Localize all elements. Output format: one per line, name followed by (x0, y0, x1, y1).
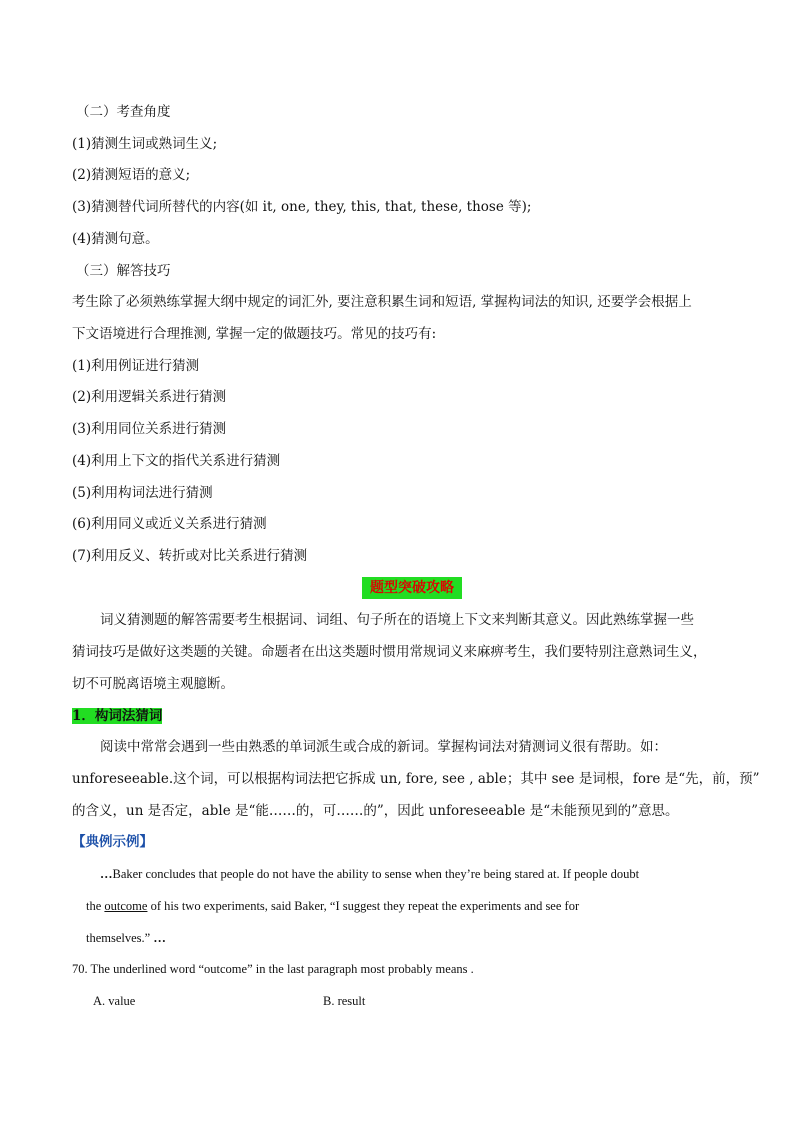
method1-heading (72, 706, 162, 726)
example-label (72, 832, 153, 852)
strategy-para-line3: 切不可脱离语境主观臆断。 (72, 676, 234, 692)
example-line2-post: of his two experiments, said Baker, “I suggest they repeat the experiments and see for (147, 899, 580, 913)
section3-item-3: (3)利用同位关系进行猜测 (72, 421, 227, 437)
strategy-para-line2: 猜词技巧是做好这类题的关键。命题者在出这类题时惯用常规词义来麻痹考生，我们要特别注意熟词生义， (72, 644, 707, 660)
option-a: A. value (93, 994, 136, 1008)
example-line3 (86, 928, 166, 948)
example-line3-text: themselves.” (86, 931, 154, 945)
section2-heading: （二）考查角度 (76, 104, 171, 120)
option-b: B. result (323, 994, 366, 1008)
underlined-word: outcome (104, 899, 148, 913)
section3-intro-line1: 考生除了必须熟练掌握大纲中规定的词汇外, 要注意积累生词和短语, 掌握构词法的知识, 还要学会根据上 (72, 294, 692, 310)
section2-item-3: (3)猜测替代词所替代的内容(如 it, one, they, this, that, these, those 等); (72, 199, 532, 215)
section3-item-2: (2)利用逻辑关系进行猜测 (72, 389, 227, 405)
method1-line1: 阅读中常常会遇到一些由熟悉的单词派生或合成的新词。掌握构词法对猜测词义很有帮助。如： (100, 739, 667, 755)
section2-item-2: (2)猜测短语的意义; (72, 167, 191, 183)
section3-item-7: (7)利用反义、转折或对比关系进行猜测 (72, 548, 308, 564)
section3-heading: （三）解答技巧 (76, 263, 171, 279)
section3-intro-line2: 下文语境进行合理推测, 掌握一定的做题技巧。常见的技巧有: (72, 326, 437, 342)
strategy-para-line1: 词义猜测题的解答需要考生根据词、词组、句子所在的语境上下文来判断其意义。因此熟练掌握一些 (100, 612, 694, 628)
method1-line3: 的含义，un 是否定，able 是“能……的，可……的”，因此 unforeseeable 是“未能预见到的”意思。 (72, 803, 679, 819)
section3-item-6: (6)利用同义或近义关系进行猜测 (72, 516, 267, 532)
example-lead-ellipsis: … (100, 867, 113, 881)
example-label-text: 【典例示例】 (72, 834, 153, 850)
example-line1 (100, 864, 639, 884)
example-line2-pre: the (86, 899, 105, 913)
section3-item-4: (4)利用上下文的指代关系进行猜测 (72, 453, 281, 469)
question-stem: 70. The underlined word “outcome” in the last paragraph most probably means . (72, 962, 474, 976)
section3-item-1: (1)利用例证进行猜测 (72, 358, 200, 374)
method1-heading-text: 1．构词法猜词 (72, 708, 163, 724)
example-tail-ellipsis: … (153, 931, 166, 945)
section2-item-4: (4)猜测句意。 (72, 231, 159, 247)
method1-line2: unforeseeable.这个词，可以根据构词法把它拆成 un, fore, see , able；其中 see 是词根，fore 是“先，前，预” (72, 771, 760, 787)
section2-item-1: (1)猜测生词或熟词生义; (72, 136, 218, 152)
example-line1-text: Baker concludes that people do not have the ability to sense when they’re being stared at. If people doubt (112, 867, 640, 881)
section3-item-5: (5)利用构词法进行猜测 (72, 485, 213, 501)
example-line2 (86, 896, 722, 916)
section-banner: 题型突破攻略 (362, 577, 462, 599)
